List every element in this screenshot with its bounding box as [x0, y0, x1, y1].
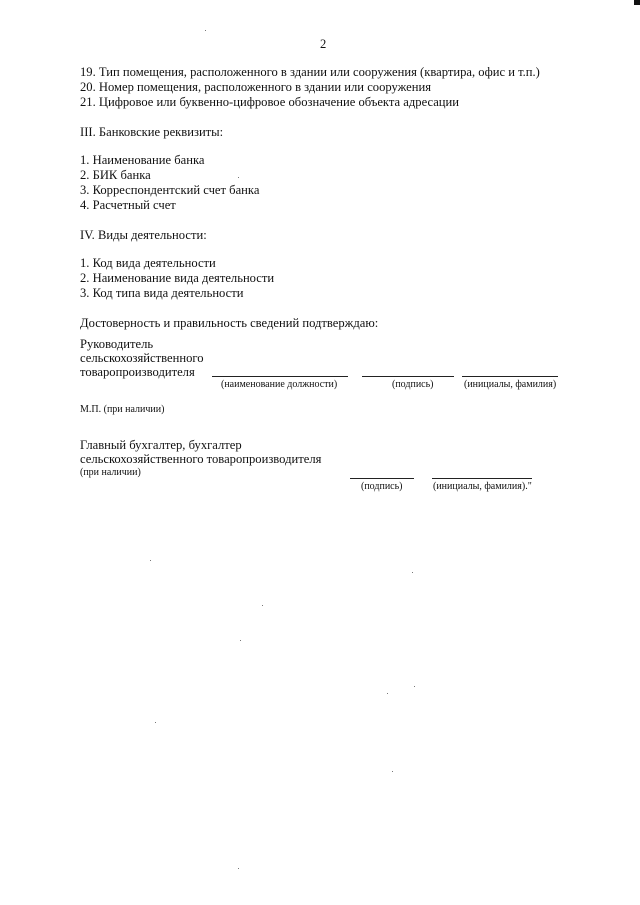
scan-speck [150, 560, 151, 561]
activity-item: 1. Код вида деятельности [80, 256, 216, 270]
stamp-note: М.П. (при наличии) [80, 404, 165, 415]
activity-item: 2. Наименование вида деятельности [80, 271, 275, 285]
head-title-line: сельскохозяйственного [80, 351, 204, 365]
activity-item: 3. Код типа вида деятельности [80, 286, 244, 300]
corner-mark [634, 0, 640, 5]
scan-speck [412, 572, 413, 573]
accountant-title-line: сельскохозяйственного товаропроизводителя [80, 452, 322, 466]
accountant-title-line: Главный бухгалтер, бухгалтер [80, 438, 242, 452]
scan-speck [238, 868, 239, 869]
position-signature-line [212, 376, 348, 377]
head-title-line: товаропроизводителя [80, 365, 195, 379]
bank-item: 1. Наименование банка [80, 153, 205, 167]
scan-speck [205, 30, 206, 31]
address-item-21: 21. Цифровое или буквенно-цифровое обозначение объекта адресации [80, 95, 460, 109]
confirmation-text: Достоверность и правильность сведений подтверждаю: [80, 316, 379, 330]
scan-speck [414, 686, 415, 687]
address-item-20: 20. Номер помещения, расположенного в здании или сооружения [80, 80, 432, 94]
bank-item: 3. Корреспондентский счет банка [80, 183, 260, 197]
signature-line [362, 376, 454, 377]
head-title-line: Руководитель [80, 337, 154, 351]
accountant-signature-caption: (подпись) [361, 481, 403, 492]
bank-item: 2. БИК банка [80, 168, 151, 182]
scan-speck [240, 640, 241, 641]
scan-speck [387, 693, 388, 694]
bank-section-heading: III. Банковские реквизиты: [80, 125, 224, 139]
activity-section-heading: IV. Виды деятельности: [80, 228, 207, 242]
address-item-19: 19. Тип помещения, расположенного в здании или сооружения (квартира, офис и т.п.) [80, 65, 540, 79]
accountant-signature-line [350, 478, 414, 479]
name-signature-line [462, 376, 558, 377]
page-number: 2 [320, 37, 327, 51]
bank-item: 4. Расчетный счет [80, 198, 176, 212]
scan-speck [392, 771, 393, 772]
accountant-name-line [432, 478, 532, 479]
scan-speck [262, 605, 263, 606]
accountant-optional-note: (при наличии) [80, 467, 141, 478]
signature-caption: (подпись) [392, 379, 434, 390]
scan-speck [155, 722, 156, 723]
position-caption: (наименование должности) [221, 379, 338, 390]
scan-speck [238, 177, 239, 178]
name-caption: (инициалы, фамилия) [464, 379, 557, 390]
accountant-name-caption: (инициалы, фамилия)." [433, 481, 532, 492]
